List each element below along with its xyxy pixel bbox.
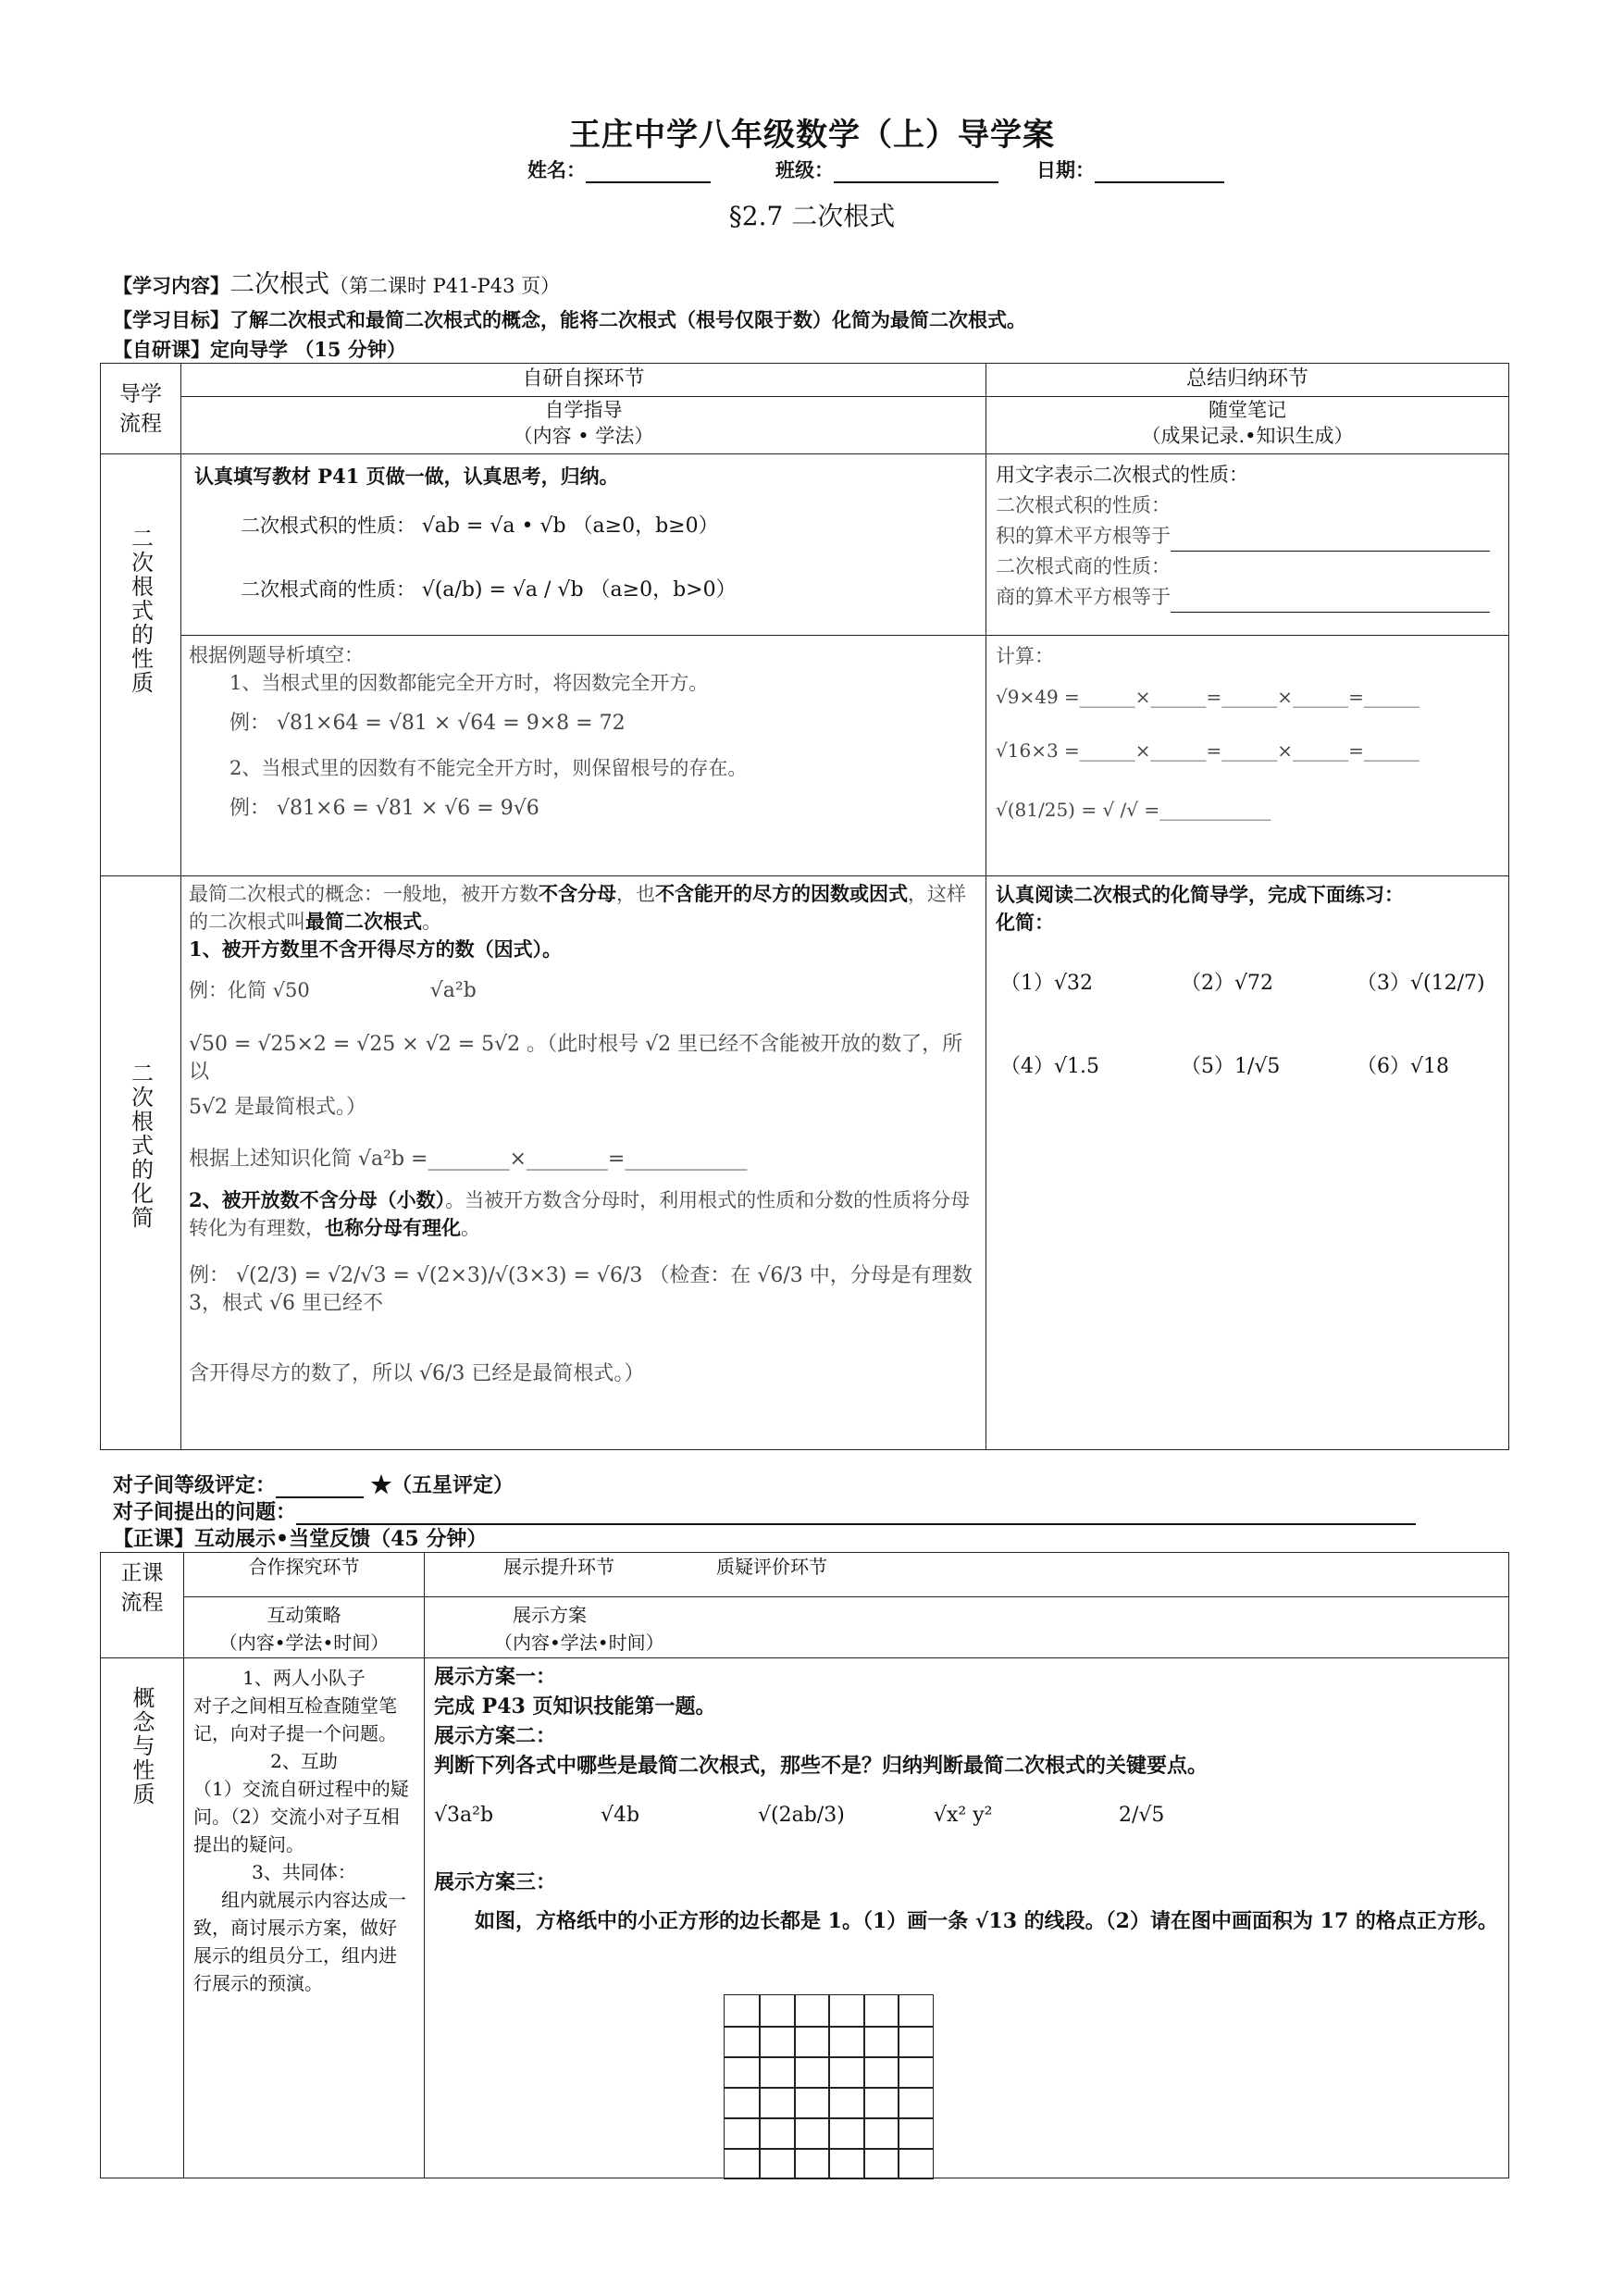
name-label: 姓名：: [527, 158, 586, 181]
expr-1: √3a²b: [434, 1804, 494, 1827]
strategy-cell: 1、两人小队子 对子之间相互检查随堂笔记，向对子提一个问题。 2、互助 （1）交流自研过程中的疑问。（2）交流小对子互相提出的疑问。 3、共同体： 组内就展示内容达成一致，商讨展示方案，做好展示的组员分工，组内进行展示的预演。: [184, 1658, 425, 2178]
expr-2: √4b: [601, 1804, 640, 1827]
col-summary-header: 总结归纳环节: [986, 364, 1509, 397]
strategy-sub: 互动策略 （内容•学法•时间）: [184, 1597, 425, 1658]
example-2: 例： √81×6 = √81 × √6 = 9√6: [229, 797, 539, 820]
class-notes-sub: 随堂笔记 （成果记录.•知识生成）: [986, 397, 1509, 454]
main-flow-header: 正课流程: [101, 1553, 184, 1658]
expr-5: 2/√5: [1119, 1804, 1165, 1827]
section-title: §2.7 二次根式: [728, 201, 896, 231]
learning-goal: 【学习目标】了解二次根式和最简二次根式的概念，能将二次根式（根号仅限于数）化简为最简二次根式。: [113, 308, 1026, 331]
exercise-5: （5）1/√5: [1181, 1055, 1281, 1078]
exercise-3: （3）√(12/7): [1357, 972, 1485, 995]
document-title: 王庄中学八年级数学（上）导学案: [569, 117, 1055, 154]
coop-header: 合作探究环节: [184, 1553, 425, 1597]
self-guide-sub: 自学指导 （内容 • 学法）: [181, 397, 986, 454]
plan-cell: 展示方案一： 完成 P43 页知识技能第一题。 展示方案二： 判断下列各式中哪些是最简二次根式，那些不是？归纳判断最简二次根式的关键要点。 √3a²b √4b √(2ab/3) √x² y² 2/√5 展示方案三： 如图，方格纸中的小正方形的边长都是 1。（1）画一条 √13 的线段。（2）请在图中画面积为 17 的格点正方形。: [425, 1658, 1509, 2178]
rationalize-example: 例： √(2/3) = √2/√3 = √(2×3)/√(3×3) = √6/3 （检查：在 √6/3 中，分母是有理数 3，根式 √6 里已经不: [189, 1264, 973, 1315]
flow-header: 导学流程: [101, 364, 181, 454]
exercise-6: （6）√18: [1357, 1055, 1450, 1078]
row-properties-label: 二次根式的性质: [101, 454, 181, 876]
grid-paper[interactable]: [724, 1994, 934, 2179]
exercise-2: （2）√72: [1181, 972, 1274, 995]
examples-cell: 根据例题导析填空： 1、当根式里的因数都能完全开方时，将因数完全开方。 例： √81×64 = √81 × √64 = 9×8 = 72 2、当根式里的因数有不能完全开方时，则保留根号的存在。 例： √81×6 = √81 × √6 = 9√6: [181, 636, 986, 876]
peer-rating[interactable]: 对子间等级评定： ★（五星评定）: [113, 1473, 514, 1497]
properties-notes[interactable]: 用文字表示二次根式的性质： 二次根式积的性质： 积的算术平方根等于 二次根式商的性质： 商的算术平方根等于: [986, 454, 1509, 636]
date-field[interactable]: [1036, 155, 1224, 183]
exercise-1: （1）√32: [1000, 972, 1094, 995]
name-field[interactable]: [527, 155, 711, 183]
row-concept-label: 概念与性质: [101, 1658, 184, 2178]
simplify-exercises[interactable]: 认真阅读二次根式的化简导学，完成下面练习： 化简： （1）√32 （2）√72 （3）√(12/7) （4）√1.5 （5）1/√5 （6）√18: [986, 876, 1509, 1450]
example-1: 例： √81×64 = √81 × √64 = 9×8 = 72: [229, 712, 626, 735]
quotient-formula: √(a/b) = √a / √b （a≥0，b>0）: [421, 578, 737, 602]
simplify-work: √50 = √25×2 = √25 × √2 = 5√2 。（此时根号 √2 里已经不含能被开放的数了，所以: [189, 1033, 963, 1084]
self-study-label: 【自研课】定向导学 （15 分钟）: [113, 338, 406, 361]
product-formula: √ab = √a • √b （a≥0，b≥0）: [421, 515, 719, 538]
properties-cell: 认真填写教材 P41 页做一做，认真思考，归纳。 二次根式积的性质： √ab = √a • √b （a≥0，b≥0） 二次根式商的性质： √(a/b) = √a / √b （a≥0，b>0）: [181, 454, 986, 636]
expr-3: √(2ab/3): [758, 1804, 845, 1827]
col-self-study-header: 自研自探环节: [181, 364, 986, 397]
learning-content: 【学习内容】二次根式（第二课时 P41-P43 页）: [113, 270, 561, 299]
class-label: 班级：: [775, 158, 834, 181]
expr-4: √x² y²: [934, 1804, 993, 1827]
simplify-apply: 根据上述知识化简 √a²b =________×________=____________: [189, 1148, 748, 1171]
row-simplify-label: 二次根式的化简: [101, 876, 181, 1450]
calc-notes[interactable]: 计算： √9×49 =______×______=______×______=______ √16×3 =______×______=______×______=______ √(81/25) = √ /√ =____________: [986, 636, 1509, 876]
simplify-cell: 最简二次根式的概念：一般地，被开方数不含分母，也不含能开的尽方的因数或因式，这样的二次根式叫最简二次根式。 1、被开方数里不含开得尽方的数（因式）。 例：化简 √50 √a²b √50 = √25×2 = √25 × √2 = 5√2 。（此时根号 √2 里已经不含能被开放的数了，所以 5√2 是最简根式。） 根据上述知识化简 √a²b =________×________=____________ 2、被开放数不含分母（小数）。当被开方数含分母时，利用根式的性质和分数的性质将分母转化为有理数，也称分母有理化。 例： √(2/3) = √2/√3 = √(2×3)/√(3×3) = √6/3 （检查：在 √6/3 中，分母是有理数 3，根式 √6 里已经不 含开得尽方的数了，所以 √6/3 已经是最简根式。）: [181, 876, 986, 1450]
main-class-label: 【正课】互动展示•当堂反馈（45 分钟）: [113, 1527, 488, 1551]
date-label: 日期：: [1036, 158, 1095, 181]
self-study-table: [100, 363, 1509, 1450]
peer-question[interactable]: 对子间提出的问题：: [113, 1496, 1416, 1525]
show-header: 展示提升环节 质疑评价环节: [425, 1553, 1509, 1597]
exercise-4: （4）√1.5: [1000, 1055, 1100, 1078]
class-field[interactable]: [775, 155, 998, 183]
plan-sub: 展示方案 （内容•学法•时间）: [425, 1597, 1509, 1658]
